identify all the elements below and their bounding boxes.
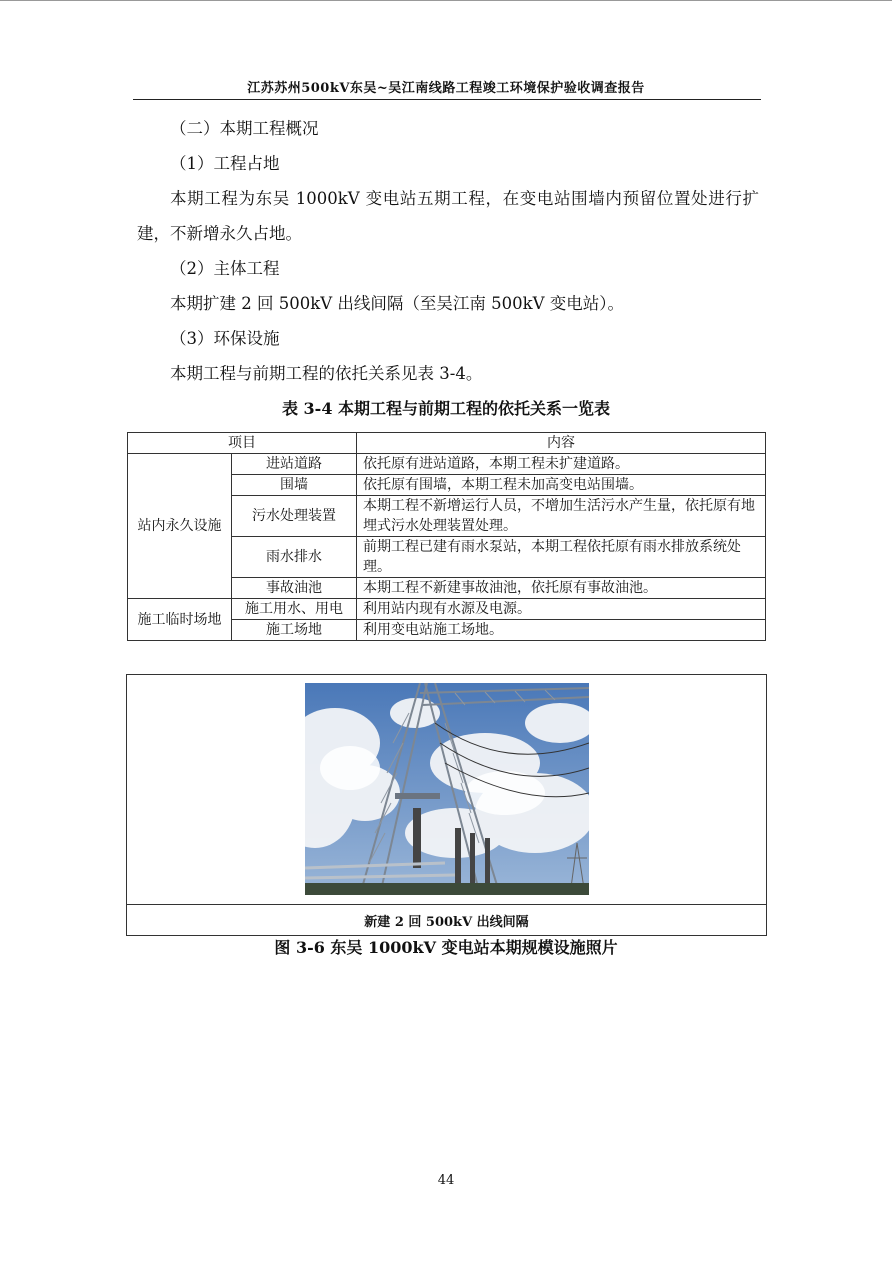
row-content: 利用站内现有水源及电源。: [357, 599, 766, 620]
top-border: [0, 0, 892, 1]
row-item: 围墙: [232, 475, 357, 496]
row-item: 进站道路: [232, 454, 357, 475]
heading-env-facilities: （3）环保设施: [170, 329, 280, 348]
table-header-row: [128, 433, 766, 454]
photo-label: 新建 2 回 500kV 出线间隔: [364, 915, 529, 930]
header-content: 内容: [357, 433, 766, 454]
heading-project-overview: （二）本期工程概况: [170, 119, 319, 138]
table-row: [128, 454, 766, 475]
row-content: 本期工程不新建事故油池，依托原有事故油池。: [357, 578, 766, 599]
row-content: 前期工程已建有雨水泵站，本期工程依托原有雨水排放系统处理。: [357, 537, 766, 578]
heading-land-occupation: （1）工程占地: [170, 154, 280, 173]
row-content: 依托原有进站道路，本期工程未扩建道路。: [357, 454, 766, 475]
paragraph-env-facilities: 本期工程与前期工程的依托关系见表 3-4。: [170, 364, 483, 383]
header-item: 项目: [128, 433, 357, 454]
row-content: 利用变电站施工场地。: [357, 620, 766, 641]
row-content: 本期工程不新增运行人员，不增加生活污水产生量，依托原有地埋式污水处理装置处理。: [357, 496, 766, 537]
figure-caption: 图 3-6 东吴 1000kV 变电站本期规模设施照片: [274, 938, 618, 957]
photo-frame: [126, 674, 767, 936]
photo-divider: [127, 904, 766, 905]
row-item: 施工用水、用电: [232, 599, 357, 620]
row-item: 雨水排水: [232, 537, 357, 578]
row-item: 事故油池: [232, 578, 357, 599]
row-item: 施工场地: [232, 620, 357, 641]
table-caption: 表 3-4 本期工程与前期工程的依托关系一览表: [281, 399, 611, 418]
substation-photo: [305, 683, 589, 895]
table-row: [128, 599, 766, 620]
page-number: 44: [437, 1173, 455, 1188]
row-item: 污水处理装置: [232, 496, 357, 537]
dependency-table: [127, 432, 766, 641]
paragraph-land-occupation: 本期工程为东吴 1000kV 变电站五期工程，在变电站围墙内预留位置处进行扩建，不新增永久占地。: [137, 189, 759, 243]
row-content: 依托原有围墙，本期工程未加高变电站围墙。: [357, 475, 766, 496]
header-rule: [133, 99, 761, 100]
running-header: 江苏苏州500kV东吴~吴江南线路工程竣工环境保护验收调查报告: [247, 81, 645, 96]
heading-main-works: （2）主体工程: [170, 259, 280, 278]
paragraph-main-works: 本期扩建 2 回 500kV 出线间隔（至吴江南 500kV 变电站）。: [170, 294, 625, 313]
group-permanent-facilities: 站内永久设施: [128, 454, 232, 599]
group-temporary-sites: 施工临时场地: [128, 599, 232, 641]
